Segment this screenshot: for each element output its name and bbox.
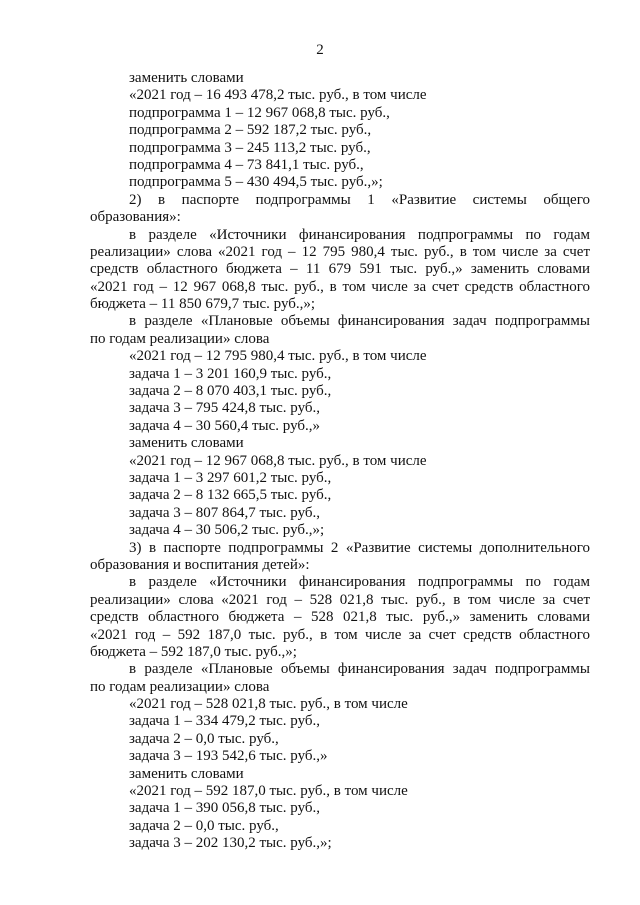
text-line: задача 3 – 807 864,7 тыс. руб., — [129, 504, 321, 521]
text-line: средств областного бюджета – 11 679 591 тыс. руб.,» заменить словами — [90, 261, 590, 278]
text-line: в разделе «Источники финансирования подпрограммы по годам — [129, 574, 590, 591]
text-line: «2021 год – 12 795 980,4 тыс. руб., в том числе — [129, 348, 427, 365]
text-line: бюджета – 592 187,0 тыс. руб.,»; — [90, 643, 297, 660]
text-line: «2021 год – 12 967 068,8 тыс. руб., в том числе — [129, 452, 427, 469]
text-line: задача 4 – 30 560,4 тыс. руб.,» — [129, 417, 321, 434]
text-line: задача 3 – 795 424,8 тыс. руб., — [129, 400, 321, 417]
text-line: задача 1 – 3 201 160,9 тыс. руб., — [129, 365, 332, 382]
text-line: подпрограмма 1 – 12 967 068,8 тыс. руб., — [129, 104, 390, 121]
text-line: «2021 год – 592 187,0 тыс. руб., в том числе — [129, 783, 408, 800]
text-line: по годам реализации» слова — [90, 678, 270, 695]
text-line: задача 4 – 30 506,2 тыс. руб.,»; — [129, 522, 325, 539]
text-line: бюджета – 11 850 679,7 тыс. руб.,»; — [90, 296, 316, 313]
page-number: 2 — [316, 42, 324, 58]
text-line: задача 2 – 0,0 тыс. руб., — [129, 730, 279, 747]
text-line: в разделе «Источники финансирования подпрограммы по годам — [129, 226, 590, 243]
text-line: задача 2 – 8 070 403,1 тыс. руб., — [129, 383, 332, 400]
document-body — [90, 70, 590, 853]
text-line: задача 3 – 193 542,6 тыс. руб.,» — [129, 748, 328, 765]
text-line: образования и воспитания детей»: — [90, 556, 310, 573]
text-line: задача 3 – 202 130,2 тыс. руб.,»; — [129, 835, 332, 852]
text-line: образования»: — [90, 209, 181, 226]
text-line: «2021 год – 528 021,8 тыс. руб., в том числе — [129, 696, 408, 713]
text-line: задача 1 – 390 056,8 тыс. руб., — [129, 800, 321, 817]
text-line: подпрограмма 3 – 245 113,2 тыс. руб., — [129, 139, 371, 156]
text-line: подпрограмма 5 – 430 494,5 тыс. руб.,»; — [129, 174, 383, 191]
text-line: средств областного бюджета – 528 021,8 тыс. руб.,» заменить словами — [90, 609, 590, 626]
text-line: задача 2 – 8 132 665,5 тыс. руб., — [129, 487, 332, 504]
text-line: «2021 год – 592 187,0 тыс. руб., в том числе за счет средств областного — [90, 626, 590, 643]
text-line: в разделе «Плановые объемы финансирования задач подпрограммы — [129, 313, 590, 330]
text-line: «2021 год – 16 493 478,2 тыс. руб., в том числе — [129, 87, 427, 104]
text-line: в разделе «Плановые объемы финансирования задач подпрограммы — [129, 661, 590, 678]
text-line: заменить словами — [129, 435, 244, 452]
text-line: «2021 год – 12 967 068,8 тыс. руб., в том числе за счет средств областного — [90, 278, 590, 295]
text-line: задача 1 – 334 479,2 тыс. руб., — [129, 713, 321, 730]
text-line: задача 1 – 3 297 601,2 тыс. руб., — [129, 469, 332, 486]
text-line: реализации» слова «2021 год – 12 795 980,4 тыс. руб., в том числе за счет — [90, 243, 590, 260]
text-line: заменить словами — [129, 70, 244, 86]
text-line: 3) в паспорте подпрограммы 2 «Развитие системы дополнительного — [129, 539, 590, 556]
text-line: 2) в паспорте подпрограммы 1 «Развитие системы общего — [129, 191, 590, 208]
text-line: заменить словами — [129, 765, 244, 782]
text-line: подпрограмма 2 – 592 187,2 тыс. руб., — [129, 122, 372, 139]
text-line: по годам реализации» слова — [90, 330, 270, 347]
text-line: задача 2 – 0,0 тыс. руб., — [129, 817, 279, 834]
text-line: подпрограмма 4 – 73 841,1 тыс. руб., — [129, 156, 364, 173]
text-line: реализации» слова «2021 год – 528 021,8 тыс. руб., в том числе за счет — [90, 591, 590, 608]
